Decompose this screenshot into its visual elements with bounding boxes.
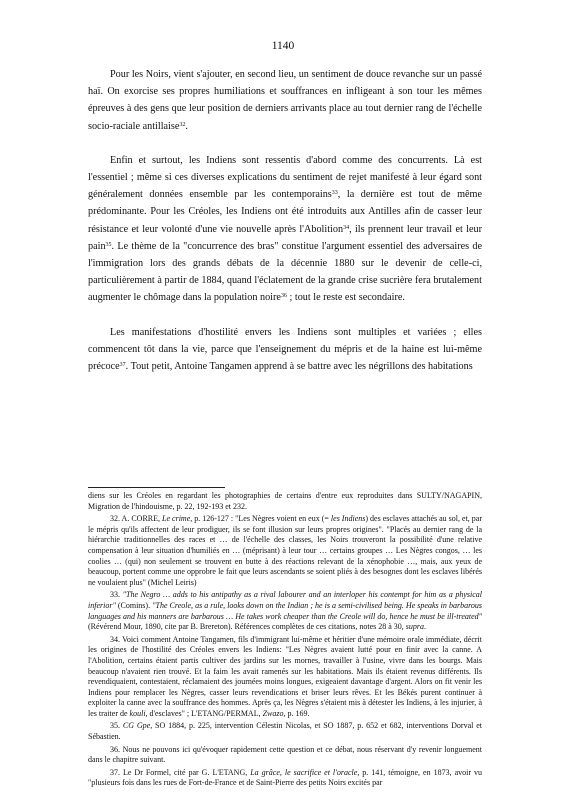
footnote-ref-34[interactable]: 34 <box>343 224 350 231</box>
footnote-35-b: , SO 1884, p. 225, intervention Célestin Nicolas, et SO 1887, p. 652 et 682, interventions Dorval et Sébastien. <box>88 721 482 742</box>
footnote-33-c: (Révérend Mour, 1890, cite par B. Brereton). Références complètes de ces citations, notes 28 à 30, <box>88 622 406 632</box>
footnote-33-quote-1: "The Negro … adds to his antipathy as a rival labourer and an interloper his contempt for him as a physical inferior" <box>88 590 483 610</box>
paragraph-1-text: Pour les Noirs, vient s'ajouter, en second lieu, un sentiment de douce revanche sur un passé haï. On exorcise ses propres humiliations et souffrances en infligeant à son tour les mêmes épreuves à des gens que leur position de derniers arrivants place au tout dernier rang de l'échelle socio-raciale antillaise <box>88 69 482 132</box>
footnote-37-b: , p. 141, témoigne, en 1873, avoir vu "plusieurs fois dans les rues de Fort-de-France et de Saint-Pierre des petits Noirs excités par <box>88 767 482 788</box>
footnote-36 <box>88 745 482 766</box>
footnote-33-quote-2: "The Creole, as a rule, looks down on the Indian ; he is a semi-civilised being. He speaks in barbarous languages and his manners are barbarous … He takes work cheaper than the Creole will do, hence he must be ill-treated" <box>88 600 482 621</box>
footnote-ref-33[interactable]: 33 <box>331 190 338 197</box>
footnote-33-a: 33. <box>110 590 123 600</box>
paragraph-2-text-4: . Le thème de la "concurrence des bras" constitue l'argument essentiel des adversaires de l'immigration lors des grands débats de la décennie 1880 sur le devenir de celle-ci, particulièrement à partir de 1884, quand l'éclatement de la grande crise sucrière fera brutalement augmenter le chômage dans la population noire <box>88 240 482 304</box>
footnote-37-title: La grâce, le sacrifice et l'oracle <box>250 767 358 777</box>
footnote-33 <box>88 590 482 632</box>
paragraph-2-text-5: ; tout le reste est secondaire. <box>286 292 405 304</box>
footnote-32-c: ) des esclaves attachés au sol, et, par le mépris qu'ils affectent de leur prodiguer, ils se font illusion sur leurs propres origines". "Placés au dernier rang de la hiérarchie traditionnelles des races et … de l'échelle des classes, les Noirs trouveront la possibilité d'une relative compensation à leur situation d'humiliés en … (méprisant) à leur tour … certains groupes … Les Nègres congos, … les coolies … (qui) non seulement se trouvent en butte à des réactions relevant de la xénophobie …, mais, aux yeux de beaucoup, portent comme une opprobre le fait que leurs ascendants se soient pliés à des besognes dont les esclaves libérés ne voulaient plus" (Michel Leiris) <box>88 514 483 587</box>
paragraph-1 <box>88 66 482 135</box>
footnote-32-title: Le crime <box>162 514 191 524</box>
paragraph-2-text-2: , la dernière est tout de même prédominante. Pour les Créoles, les Indiens ont été introduits aux Antilles afin de casser leur résistance et leur volonté d'une vie nouvelle après l'Abolition <box>88 189 482 235</box>
paragraph-2 <box>88 152 482 307</box>
paragraph-2-text-3: , ils prennent leur travail et leur pain <box>88 223 482 252</box>
footnote-ref-32[interactable]: 32 <box>179 121 186 128</box>
footnotes <box>88 491 482 791</box>
footnote-separator <box>88 487 225 488</box>
footnote-34-b: , d'esclaves" ; L'ETANG/PERMAL, <box>145 708 263 718</box>
footnote-34-zwazo: Zwazo <box>262 708 284 718</box>
paragraph-2-text: Enfin et surtout, les Indiens sont ressentis d'abord comme des concurrents. Là est l'essentiel ; même si ces diverses explications du sentiment de rejet manifesté à leur égard sont généralement données ensemble par les contemporains <box>88 154 482 201</box>
paragraph-3 <box>88 324 482 376</box>
paragraph-1-tail: . <box>185 120 188 132</box>
footnote-35 <box>88 721 482 742</box>
footnote-34 <box>88 635 482 720</box>
main-text <box>88 66 482 392</box>
footnote-34-c: , p. 169. <box>283 708 310 718</box>
footnote-ref-35[interactable]: 35 <box>105 241 112 248</box>
footnote-ref-37[interactable]: 37 <box>119 362 126 369</box>
footnote-32 <box>88 514 482 588</box>
footnote-34-a: 34. Voici comment Antoine Tangamen, fils d'immigrant lui-même et héritier d'une mémoire orale immédiate, décrit les origines de l'hostilité des Créoles envers les Indiens: "Les Nègres avaient lutté pour en finir avec la canne. A l'Abolition, certains étaient partis cultiver des jardins sur les mornes, travailler à l'usine, vivre dans les bourgs. Mais beaucoup n'avaient rien trouvé. Et la faim les avait ramenés sur les habitations. Mais ils étaient revenus différents. Ils revendiquaient, contestaient, réclamaient des journées moins longues, exigeaient davantage d'argent. Alors on fit venir les Indiens pour remplacer les Nègres, casser leurs revendications et briser leurs rêves. Et les Békés purent continuer à exploiter la canne avec la souffrance des hommes. Après ça, les Nègres s'étaient mis à détester les Indiens, à les injurier, à les traiter de <box>88 634 482 718</box>
paragraph-3-text-2: . Tout petit, Antoine Tangamen apprend à se battre avec les négrillons des habitations <box>125 361 473 373</box>
page-number: 1140 <box>271 40 295 52</box>
footnote-36-a: 36. Nous ne pouvons ici qu'évoquer rapidement cette question et ce débat, nous réservant d'y revenir longuement dans le chapitre suivant. <box>88 744 482 765</box>
footnote-35-a: 35. <box>110 721 123 731</box>
paragraph-3-text: Les manifestations d'hostilité envers les Indiens sont multiples et variées ; elles commencent tôt dans la vie, parce que l'enseignement du mépris et de la haine est lui-même précoce <box>88 326 482 373</box>
footnote-33-supra: supra <box>405 622 425 632</box>
footnote-32-gloss: les Indiens <box>330 514 366 524</box>
footnote-34-kouli: kouli <box>129 708 146 718</box>
footnote-32-a: 32. A. CORRE, <box>110 514 163 524</box>
footnote-ref-36[interactable]: 36 <box>280 293 287 300</box>
footnote-33-d: . <box>424 622 427 632</box>
footnote-32-b: , p. 126-127 : "Les Nègres voient en eux (= <box>190 514 331 524</box>
footnote-37 <box>88 768 482 789</box>
footnote-continued: diens sur les Créoles en regardant les photographies de certains d'entre eux reproduites dans SULTY/NAGAPIN, Migration de l'hindouisme, p. 22, 192-193 et 232. <box>88 491 482 511</box>
footnote-35-source: CG Gpe <box>122 721 151 731</box>
footnote-37-a: 37. Le Dr Formel, cité par G. L'ETANG, <box>110 767 251 777</box>
footnote-33-b: (Comins). <box>115 600 153 610</box>
